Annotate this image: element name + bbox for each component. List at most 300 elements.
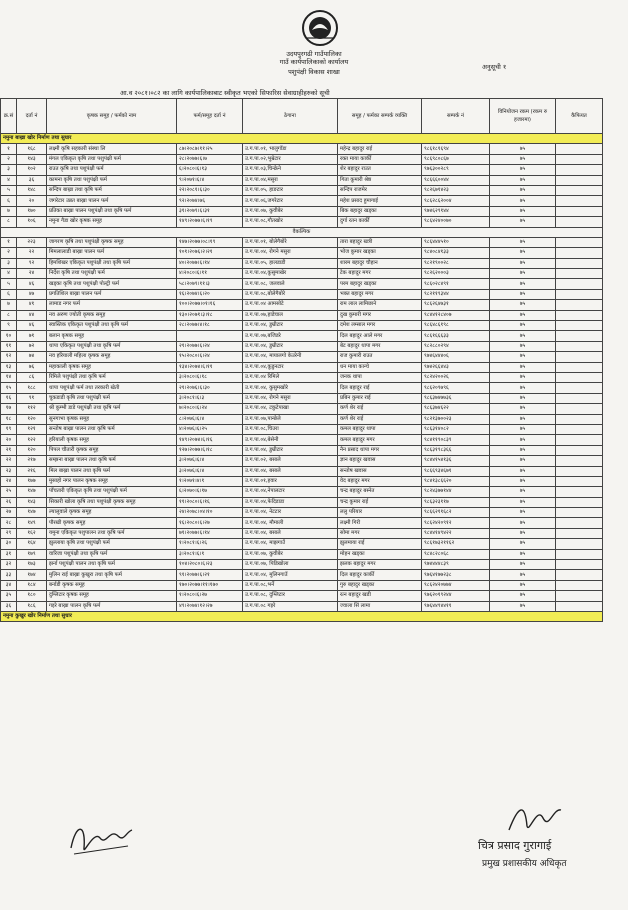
table-cell: सन्तोष खवास bbox=[338, 466, 422, 476]
table-cell: ७५ bbox=[490, 341, 556, 351]
table-cell: ९७४४४४८३९ bbox=[422, 560, 490, 570]
table-cell bbox=[556, 570, 603, 580]
table-cell: ४ bbox=[1, 175, 17, 185]
table-cell: ७५ bbox=[490, 528, 556, 538]
table-cell: १८४ bbox=[17, 580, 47, 590]
table-cell: उ.ग.पा.०४,नेपालटार bbox=[243, 487, 338, 497]
table-cell: खड्का कृषि तथा पशुपंक्षी पोल्ट्री फर्म bbox=[47, 279, 177, 289]
table-cell: १२२ bbox=[17, 435, 47, 445]
table-cell: ७५ bbox=[490, 144, 556, 154]
table-cell: ९८४११९०८३९ bbox=[422, 435, 490, 445]
table-cell: ९८६२८६२००४ bbox=[422, 196, 490, 206]
table-cell: १।२०८०।६।२७ bbox=[177, 591, 243, 601]
table-cell: ९८६२६४७३१ bbox=[422, 300, 490, 310]
table-cell: १५।२०८०।६।२४ bbox=[177, 352, 243, 362]
table-cell: ७५ bbox=[490, 383, 556, 393]
table-cell: ७५ bbox=[490, 237, 556, 247]
table-cell bbox=[556, 269, 603, 279]
column-header: क्र.सं bbox=[1, 99, 17, 134]
table-cell: ३३ bbox=[1, 570, 17, 580]
table-cell: ९७४६४४४०६ bbox=[422, 352, 490, 362]
table-cell: ७५ bbox=[490, 154, 556, 164]
table-cell: ३।२०७६।६।४ bbox=[177, 466, 243, 476]
table-cell bbox=[556, 487, 603, 497]
table-cell: चुकडाडी कृषि तथा पशुपंक्षी फर्म bbox=[47, 393, 177, 403]
table-row bbox=[1, 352, 603, 362]
table-cell: पाँचतारी एकिकृत कृषि तथा पशुपंक्षी फर्म bbox=[47, 487, 177, 497]
table-cell: १४३ bbox=[17, 154, 47, 164]
table-cell bbox=[556, 393, 603, 403]
table-cell: ७५ bbox=[490, 279, 556, 289]
table-cell: दुर्गा रतन कार्की bbox=[338, 217, 422, 227]
table-cell: उ.ग.पा.०८ गइरे bbox=[243, 601, 338, 611]
table-cell: ६ bbox=[1, 196, 17, 206]
table-cell: ९८२६७१४२३ bbox=[422, 185, 490, 195]
table-cell: ७५ bbox=[490, 580, 556, 590]
table-cell: नैन प्रसाद थापा मगर bbox=[338, 445, 422, 455]
table-cell: ९८६३१४०८२ bbox=[422, 424, 490, 434]
table-cell: ९८४८२८०६८ bbox=[422, 549, 490, 559]
table-cell: मिल बाख्रा पालन तथा कृषि फर्म bbox=[47, 466, 177, 476]
table-row bbox=[1, 289, 603, 299]
table-cell bbox=[556, 560, 603, 570]
table-cell: नव हरियाली महिला कृषक समूह bbox=[47, 352, 177, 362]
table-cell: दिल बहादुर कार्की bbox=[338, 570, 422, 580]
table-row bbox=[1, 217, 603, 227]
table-cell: १४९।२०७४।६।१६ bbox=[177, 435, 243, 445]
table-row bbox=[1, 424, 603, 434]
table-cell bbox=[556, 175, 603, 185]
table-cell: हिमशिखर एकिकृत पशुपंक्षी तथा कृषि फर्म bbox=[47, 258, 177, 268]
table-cell: ५ bbox=[1, 279, 17, 289]
table-cell: कमल बहादुर मगर bbox=[338, 435, 422, 445]
table-cell: ललु परियार bbox=[338, 508, 422, 518]
table-cell: २० bbox=[17, 196, 47, 206]
table-cell: ३ bbox=[1, 258, 17, 268]
table-row bbox=[1, 549, 603, 559]
document-title: आ.व २०८१।०८२ का लागि कार्यपालिकाबाट स्वीकृत भएको सिफारिस सेवाग्राहीहरुको सूची bbox=[120, 89, 330, 97]
table-cell: राम लाल लामिछाने bbox=[338, 300, 422, 310]
table-cell: कर्ण शेर राई bbox=[338, 404, 422, 414]
table-row bbox=[1, 570, 603, 580]
table-row bbox=[1, 456, 603, 466]
table-cell: ९८६०२८४९१ bbox=[422, 279, 490, 289]
table-cell: राज कुमारी राउत bbox=[338, 352, 422, 362]
table-cell bbox=[556, 310, 603, 320]
table-cell: ७५ bbox=[490, 289, 556, 299]
table-cell: २२३ bbox=[17, 237, 47, 247]
table-cell: बिक बहादुर खड्का bbox=[338, 206, 422, 216]
table-cell: ४९।२०७४।१२।२७ bbox=[177, 601, 243, 611]
table-cell bbox=[556, 362, 603, 372]
table-cell: ७५ bbox=[490, 269, 556, 279]
table-cell: उ.ग.पा.०४, कुसुमखोरे bbox=[243, 383, 338, 393]
table-cell: ७५ bbox=[490, 258, 556, 268]
table-cell: ३५ bbox=[1, 591, 17, 601]
table-cell: ३१।२०७९।६।३१ bbox=[177, 206, 243, 216]
table-cell bbox=[177, 331, 243, 341]
table-row bbox=[1, 341, 603, 351]
table-cell: १० bbox=[1, 331, 17, 341]
table-row bbox=[1, 362, 603, 372]
table-cell: ७५ bbox=[490, 165, 556, 175]
table-cell: ७ bbox=[1, 206, 17, 216]
table-cell: २९ bbox=[1, 528, 17, 538]
table-cell: २४।२०७८।०४।१० bbox=[177, 508, 243, 518]
table-cell: ७५ bbox=[490, 435, 556, 445]
table-cell: उ.ग.पा.०८,गौतखोर bbox=[243, 217, 338, 227]
table-cell: ८७।२०८७।११।२५ bbox=[177, 144, 243, 154]
table-cell: ७५ bbox=[490, 206, 556, 216]
table-cell: ९८४४१५४१३६ bbox=[422, 456, 490, 466]
table-cell: जनक थापा bbox=[338, 372, 422, 382]
table-cell: ३१ bbox=[1, 549, 17, 559]
table-cell: ४१ bbox=[17, 300, 47, 310]
table-cell: ७५ bbox=[490, 362, 556, 372]
table-cell: प्रगतिशिल बाख्रा पालन फर्म bbox=[47, 289, 177, 299]
table-cell: ४।२०७६।६।२५ bbox=[177, 424, 243, 434]
table-cell: ७५ bbox=[490, 321, 556, 331]
table-cell bbox=[556, 206, 603, 216]
table-cell: भक्त बहादुर मगर bbox=[338, 289, 422, 299]
table-cell: ९८२४३७७१४४ bbox=[422, 487, 490, 497]
table-row bbox=[1, 383, 603, 393]
table-cell: ७५ bbox=[490, 549, 556, 559]
signature-right-icon bbox=[505, 800, 565, 840]
table-cell: २१।२०७६।६।३० bbox=[177, 383, 243, 393]
table-cell: ९८४१३८६६२० bbox=[422, 476, 490, 486]
table-cell: ११।२०८०।६।१६ bbox=[177, 497, 243, 507]
table-cell: झुलमाया राई bbox=[338, 539, 422, 549]
table-cell: ९८४०८४१३३ bbox=[422, 248, 490, 258]
table-cell: ४७ bbox=[17, 289, 47, 299]
section-header-row bbox=[1, 611, 603, 621]
table-cell bbox=[556, 518, 603, 528]
table-row bbox=[1, 237, 603, 247]
signatory-name: चित्र प्रसाद गुरागाई bbox=[478, 839, 552, 852]
table-cell: ९८२१९००२८ bbox=[422, 258, 490, 268]
table-cell: १ bbox=[1, 237, 17, 247]
table-cell: १३४।२०७४।६।११ bbox=[177, 362, 243, 372]
table-cell: १४७।२०७७।०८।१९ bbox=[177, 237, 243, 247]
table-cell: ४०।२०७७।६।१४ bbox=[177, 258, 243, 268]
table-cell: हरियाली कृषक समूह bbox=[47, 435, 177, 445]
table-cell: दुख कुमारी मगर bbox=[338, 310, 422, 320]
table-cell: ३।२०८१।६।३ bbox=[177, 393, 243, 403]
table-row bbox=[1, 300, 603, 310]
table-cell: ९७६३००२८९ bbox=[422, 165, 490, 175]
table-cell: १०६ bbox=[17, 217, 47, 227]
section-title: नमुना कुखुर खोर निर्माण तथा सुधार bbox=[1, 611, 603, 621]
table-cell: उ.ग.पा.०४,कुडुनटार bbox=[243, 362, 338, 372]
table-cell: १६।२०८०।६।२७ bbox=[177, 518, 243, 528]
table-cell: २२ bbox=[1, 456, 17, 466]
table-cell: ७५ bbox=[490, 352, 556, 362]
table-cell: २१७ bbox=[17, 456, 47, 466]
table-cell: ९८२११९३४४ bbox=[422, 289, 490, 299]
table-cell: गइरे बाख्रा पालन कृषि फर्म bbox=[47, 601, 177, 611]
table-cell: तारा बहादुर खत्री bbox=[338, 237, 422, 247]
table-cell: १७४ bbox=[17, 570, 47, 580]
table-cell: ७५ bbox=[490, 466, 556, 476]
table-cell: २५ bbox=[1, 487, 17, 497]
table-cell: १२० bbox=[17, 414, 47, 424]
table-cell: १।२०८१।६।२६ bbox=[177, 539, 243, 549]
table-cell: सोमा मगर bbox=[338, 528, 422, 538]
table-cell: निर्देश कृषि तथा पशुपंक्षी फर्म bbox=[47, 269, 177, 279]
table-cell: नमुना गैडा खोर कृषक समूह bbox=[47, 217, 177, 227]
table-row bbox=[1, 497, 603, 507]
table-cell: ९८४४१२८४०७ bbox=[422, 310, 490, 320]
table-row bbox=[1, 165, 603, 175]
table-cell: १।२०७१।४।१ bbox=[177, 476, 243, 486]
table-cell: १४८ bbox=[17, 185, 47, 195]
table-cell: बेट बहादुर थापा मगर bbox=[338, 341, 422, 351]
table-cell: १४ bbox=[1, 372, 17, 382]
table-cell: ९ bbox=[1, 321, 17, 331]
table-cell: उ.ग.पा.०७, कुवीबेर bbox=[243, 206, 338, 216]
table-cell: ९।२०७१।६।४ bbox=[177, 175, 243, 185]
table-cell: १४७ bbox=[17, 487, 47, 497]
table-cell: महेश प्रसाद हुमागाई bbox=[338, 196, 422, 206]
table-cell: २७ bbox=[1, 508, 17, 518]
table-cell: रक्त माया कार्की bbox=[338, 154, 422, 164]
table-cell: ४।२०८०।६।११ bbox=[177, 269, 243, 279]
table-cell bbox=[556, 549, 603, 559]
table-cell: २ bbox=[1, 154, 17, 164]
table-row bbox=[1, 372, 603, 382]
table-cell: ९८६१८१६९४ bbox=[422, 144, 490, 154]
table-cell: १०४।२०८०।६।२३ bbox=[177, 560, 243, 570]
table-cell bbox=[556, 404, 603, 414]
table-row bbox=[1, 508, 603, 518]
header-line2: गाउँ कार्यपालिकाको कार्यालय bbox=[279, 58, 349, 66]
table-cell: ७५ bbox=[490, 300, 556, 310]
table-row bbox=[1, 528, 603, 538]
table-cell: उ.ग.पा.०४,बेसेनी bbox=[243, 435, 338, 445]
table-cell: स्वास्तिक एकिकृत पशुपंक्षी तथा कृषि फर्म bbox=[47, 321, 177, 331]
table-cell bbox=[556, 424, 603, 434]
table-cell: गिता कुमारी श्रेष्ठ bbox=[338, 175, 422, 185]
table-cell: ९७४६२९१४४ bbox=[422, 206, 490, 216]
table-row bbox=[1, 144, 603, 154]
table-cell: शेर बहादुर राउत bbox=[338, 165, 422, 175]
table-cell: १७३ bbox=[17, 560, 47, 570]
table-cell: ९८६३७४७७३६ bbox=[422, 393, 490, 403]
municipality-logo-icon bbox=[300, 8, 340, 48]
table-cell: उ.ग.पा.०८,भर्ने bbox=[243, 580, 338, 590]
table-cell: २१।२०७७।६।२४ bbox=[177, 341, 243, 351]
table-cell: उ.ग.पा.०४, नेटटार bbox=[243, 508, 338, 518]
table-cell: चन्द्र कुमार राई bbox=[338, 497, 422, 507]
table-cell: ११२ bbox=[17, 404, 47, 414]
table-cell: परम बहादुर खड्का bbox=[338, 279, 422, 289]
table-cell: १६।२०७४।६।२० bbox=[177, 289, 243, 299]
table-cell: सम्झना बाख्रा पालन तथा कृषि फर्म bbox=[47, 456, 177, 466]
table-cell: १४९।२०७७।६।१९ bbox=[177, 217, 243, 227]
table-cell: उ.ग.पा.०४, माझगाउँ bbox=[243, 539, 338, 549]
table-cell: ९८२४२००२६ bbox=[422, 372, 490, 382]
table-cell: २२ bbox=[17, 248, 47, 258]
table-cell: ७५ bbox=[490, 424, 556, 434]
table-cell: ३।२०८०।६।१८ bbox=[177, 372, 243, 382]
table-cell: १७०।२०७७।११।१७० bbox=[177, 580, 243, 590]
table-cell: जगरेटार उन्नत बाख्रा पालन फर्म bbox=[47, 196, 177, 206]
table-cell: ७४ bbox=[17, 352, 47, 362]
table-cell: महेन्द्र बहादुर राई bbox=[338, 144, 422, 154]
table-cell: ५८।२०७९।११।३ bbox=[177, 279, 243, 289]
table-cell: धन माया कान्चे bbox=[338, 362, 422, 372]
table-row bbox=[1, 206, 603, 216]
column-header: दर्ता नं bbox=[17, 99, 47, 134]
table-cell bbox=[556, 528, 603, 538]
table-cell: १३०।२०७१।३।१८ bbox=[177, 310, 243, 320]
table-cell: ९७६२०१९२४४ bbox=[422, 591, 490, 601]
table-cell: मुसाहो नगर पालन कृषक समूह bbox=[47, 476, 177, 486]
table-cell: उ.ग.पा.०६,जगरेटार bbox=[243, 196, 338, 206]
table-cell: २० bbox=[1, 435, 17, 445]
table-cell: उ.ग.पा.०४,कुसुमाखेर bbox=[243, 269, 338, 279]
table-row bbox=[1, 321, 603, 331]
table-cell: १६४ bbox=[17, 539, 47, 549]
table-cell: थापा पशुपंक्षी फर्म तथा तरकारी खेती bbox=[47, 383, 177, 393]
table-cell: ८ bbox=[1, 310, 17, 320]
table-cell bbox=[556, 165, 603, 175]
table-cell bbox=[556, 414, 603, 424]
table-row bbox=[1, 445, 603, 455]
table-cell: ६।२०८०।६।१३ bbox=[177, 165, 243, 175]
table-row bbox=[1, 601, 603, 611]
section-header-row bbox=[1, 134, 603, 144]
table-cell bbox=[556, 154, 603, 164]
table-cell: ७१।२०७७।६।१४ bbox=[177, 528, 243, 538]
table-cell: झलक बहादुर मगर bbox=[338, 560, 422, 570]
table-row bbox=[1, 404, 603, 414]
table-cell: ७५ bbox=[490, 414, 556, 424]
table-cell: मुलिन राई बाख्रा कुखुरा तथा कृषि फर्म bbox=[47, 570, 177, 580]
table-cell: ७२ bbox=[17, 341, 47, 351]
table-cell: गुरु बहादुर खड्का bbox=[338, 580, 422, 590]
table-cell: ७५ bbox=[490, 393, 556, 403]
table-cell bbox=[556, 289, 603, 299]
table-cell: उ.ग.पा.०४, डुम्रीटार bbox=[243, 445, 338, 455]
table-cell: टेक बहादुर मगर bbox=[338, 269, 422, 279]
table-cell: ९८६४४४५१० bbox=[422, 237, 490, 247]
table-cell: ९८२८८०२९४ bbox=[422, 341, 490, 351]
table-cell: ७६ bbox=[17, 362, 47, 372]
table-cell: १२१ bbox=[17, 424, 47, 434]
table-cell: २८ bbox=[1, 518, 17, 528]
table-cell: ९८६३२३११७ bbox=[422, 497, 490, 507]
table-cell: प्रतिका बाख्रा पालन पशुपंक्षी तथा कृषि फर्म bbox=[47, 206, 177, 216]
table-cell: लक्ष्मी गिरी bbox=[338, 518, 422, 528]
table-cell: २१ bbox=[1, 445, 17, 455]
table-cell: उ.ग.पा.०४, मुलिनगाउँ bbox=[243, 570, 338, 580]
table-cell: थापा एकिकृत पशुपंक्षी तथा कृषि फर्म bbox=[47, 341, 177, 351]
table-cell: ३४ bbox=[1, 580, 17, 590]
table-cell: ९१।२०७७।६।२१ bbox=[177, 570, 243, 580]
table-cell: नव अरुण ज्योती कृषक समूह bbox=[47, 310, 177, 320]
table-cell bbox=[556, 300, 603, 310]
table-cell: रत्न बहादुर खडी bbox=[338, 591, 422, 601]
table-cell: ९७४२६६४४३ bbox=[422, 362, 490, 372]
section-title: वैकल्पिक bbox=[1, 227, 603, 237]
table-cell bbox=[556, 508, 603, 518]
table-cell: १४३ bbox=[17, 497, 47, 507]
table-cell: ९८६२४२०७७४ bbox=[422, 580, 490, 590]
table-cell bbox=[556, 258, 603, 268]
column-header: कृषक समूह / फर्मको नाम bbox=[47, 99, 177, 134]
table-cell bbox=[556, 372, 603, 382]
table-cell bbox=[556, 445, 603, 455]
table-cell: पिपल चौतारी कृषक समूह bbox=[47, 445, 177, 455]
table-cell: ९८६१६६६३३ bbox=[422, 331, 490, 341]
table-cell: मोहन खड्का bbox=[338, 549, 422, 559]
table-cell: ८६ bbox=[17, 372, 47, 382]
table-cell: १७७ bbox=[17, 476, 47, 486]
table-row bbox=[1, 435, 603, 445]
table-cell: ९७६४४९४४११ bbox=[422, 601, 490, 611]
table-cell: उ.ग.पा.०४, रोगने मसुरा bbox=[243, 248, 338, 258]
table-cell: उ.ग.पा.०४, रोगने मसुरा bbox=[243, 393, 338, 403]
table-cell: मंगल एकिकृत कृषि तथा पशुपंक्षी फर्म bbox=[47, 154, 177, 164]
table-cell: १०१।२०७६।२।२१ bbox=[177, 248, 243, 258]
table-cell: मिमलालाडी बाख्रा पालन फर्म bbox=[47, 248, 177, 258]
table-cell: ३।२०७६।६।४ bbox=[177, 456, 243, 466]
table-cell: १७ bbox=[1, 404, 17, 414]
table-cell: ८ bbox=[1, 217, 17, 227]
table-cell: सिकारी खोला कृषि तथा पशुपंक्षी कृषक समूह bbox=[47, 497, 177, 507]
table-cell bbox=[556, 601, 603, 611]
table-cell: उ.ग.पा.०७,बजिडरे bbox=[243, 331, 338, 341]
table-cell: ३२ bbox=[1, 560, 17, 570]
table-cell: महाकाली कृषक समूह bbox=[47, 362, 177, 372]
table-cell: उ.ग.पा.०४, बसाले bbox=[243, 528, 338, 538]
table-cell: सन्दिप राजमेर bbox=[338, 185, 422, 195]
table-cell: चन्द्र बहादुर बस्नेत bbox=[338, 487, 422, 497]
table-cell: ९८६४८६१९८ bbox=[422, 321, 490, 331]
table-cell: २३ bbox=[1, 466, 17, 476]
table-cell bbox=[556, 196, 603, 206]
table-cell: ४ bbox=[1, 269, 17, 279]
table-cell: ९८६२०९७९६ bbox=[422, 383, 490, 393]
table-cell bbox=[556, 435, 603, 445]
table-cell: ५ bbox=[1, 185, 17, 195]
table-cell: ९८६६६००४४ bbox=[422, 175, 490, 185]
table-cell: वारिजा पशुपंक्षी तथा कृषि फर्म bbox=[47, 549, 177, 559]
table-cell: उ.ग.पा.०८, जलवाले bbox=[243, 279, 338, 289]
table-cell: सुनगाभा कृषक समूह bbox=[47, 414, 177, 424]
table-cell bbox=[556, 476, 603, 486]
table-cell: ६।२०७०।६।१७ bbox=[177, 487, 243, 497]
table-cell: ९१ bbox=[17, 393, 47, 403]
table-cell: ३।२०८१।६।१ bbox=[177, 549, 243, 559]
table-cell: ३६ bbox=[17, 175, 47, 185]
table-cell: १८० bbox=[17, 591, 47, 601]
table-cell: २६ bbox=[1, 497, 17, 507]
table-cell bbox=[556, 321, 603, 331]
table-cell: प्रबिन कुमार राई bbox=[338, 393, 422, 403]
table-cell: उ.ग.पा.०५, हालडाडी bbox=[243, 258, 338, 268]
table-cell: दमेश लम्साल मगर bbox=[338, 321, 422, 331]
table-cell bbox=[556, 383, 603, 393]
table-cell: उ.ग.पा.०४, डुम्रीटार bbox=[243, 341, 338, 351]
table-cell: ७५ bbox=[490, 372, 556, 382]
table-cell: ११ bbox=[1, 341, 17, 351]
table-cell: ७५ bbox=[490, 248, 556, 258]
table-cell: ७५ bbox=[490, 196, 556, 206]
table-cell: झर्ना पशुपंक्षी पालन तथा कृषि फर्म bbox=[47, 560, 177, 570]
